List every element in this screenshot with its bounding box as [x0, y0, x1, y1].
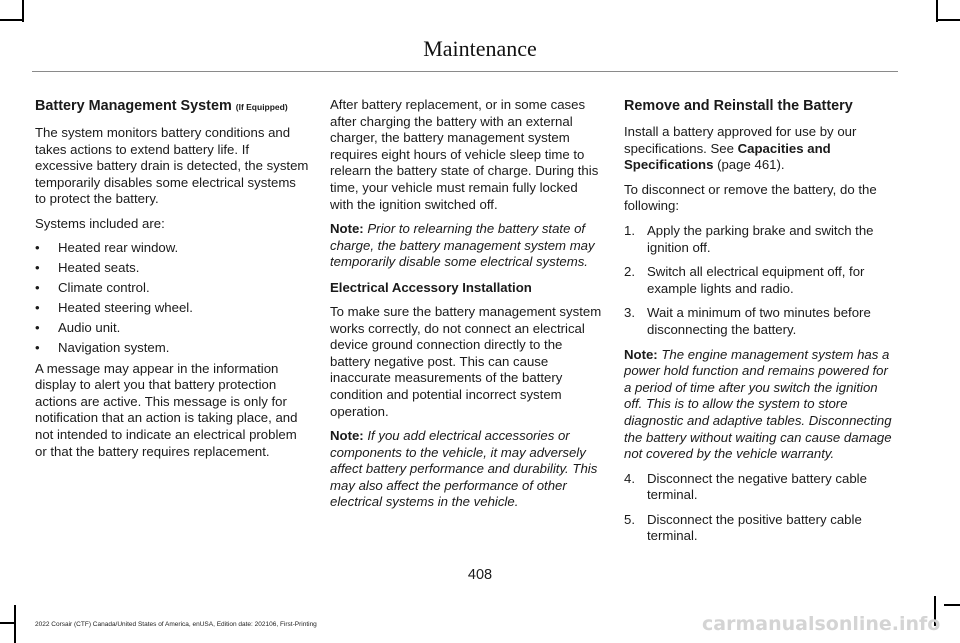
crop-mark-top-left-h — [0, 19, 22, 21]
note — [624, 347, 896, 463]
list-item: • Climate control. — [35, 279, 150, 295]
crop-mark-top-left-v — [22, 0, 24, 22]
note-label: Note: — [624, 346, 658, 362]
page-number: 408 — [467, 567, 493, 583]
step-number: 3. — [624, 305, 635, 321]
note-text: The engine management system has a power hold function and remains powered for a period of time after you switch the ignition off. This is to allow the system to store diagnostic and adaptive tables. Disconnecting the battery without waiting can cause damage not covered by the vehicle warranty. — [624, 346, 892, 462]
systems-list — [35, 241, 310, 354]
paragraph: Systems included are: — [35, 215, 165, 231]
crop-mark-top-right-h — [938, 19, 960, 21]
column-middle — [330, 97, 602, 519]
note-label: Note: — [330, 221, 364, 237]
heading-qualifier: (If Equipped) — [235, 102, 288, 112]
paragraph: A message may appear in the information display to alert you that battery protection actions are active. This message is only for notification that an action is taking place, and not intended to indicate an electrical problem or that the battery requires replacement. — [35, 360, 298, 459]
crop-mark-top-right-v — [936, 0, 938, 22]
bullet-icon: • — [35, 339, 40, 355]
bullet-icon: • — [35, 319, 40, 335]
note-label: Note: — [330, 428, 364, 444]
list-item: • Navigation system. — [35, 339, 170, 355]
subheading-electrical-accessory: Electrical Accessory Installation — [330, 279, 532, 295]
bullet-icon: • — [35, 239, 40, 255]
step-number: 1. — [624, 222, 635, 238]
list-item: • Heated rear window. — [35, 239, 179, 255]
crop-mark-bottom-left-v — [14, 605, 16, 643]
header-divider — [32, 71, 898, 72]
paragraph: Install a battery approved for use by our specifications. See Capacities and Specifications (page 461). — [624, 124, 857, 173]
list-item: • Heated seats. — [35, 259, 140, 275]
paragraph: The system monitors battery conditions and takes actions to extend battery life. If excessive battery drain is detected, the system temporarily disables some electrical systems to protect the battery. — [35, 125, 309, 207]
cross-reference-link[interactable]: Capacities and Specifications — [624, 140, 831, 173]
heading-text: Battery Management System — [35, 98, 232, 114]
paragraph: To disconnect or remove the battery, do the following: — [624, 181, 877, 214]
bullet-icon: • — [35, 279, 40, 295]
note — [330, 428, 602, 511]
step-item: 3. Wait a minimum of two minutes before disconnecting the battery. — [624, 305, 871, 337]
step-number: 2. — [624, 264, 635, 280]
column-left — [35, 97, 310, 468]
paragraph: To make sure the battery management system works correctly, do not connect an electrical device ground connection directly to the battery negative post. This can cause inaccurate measurements of the battery condition and potential incorrect system operation. — [330, 303, 602, 419]
step-item: 2. Switch all electrical equipment off, for example lights and radio. — [624, 264, 865, 296]
footer-edition-info: 2022 Corsair (CTF) Canada/United States of America, enUSA, Edition date: 202106, First-Printing — [35, 621, 317, 628]
note-text: Prior to relearning the battery state of charge, the battery management system may temporarily disable some electrical systems. — [330, 221, 595, 270]
crop-mark-bottom-right-h — [944, 604, 960, 606]
steps-list — [624, 223, 896, 339]
step-item: 1. Apply the parking brake and switch the ignition off. — [624, 222, 874, 255]
watermark: carmanualsonline.info — [702, 613, 941, 635]
paragraph: After battery replacement, or in some cases after charging the battery with an external charger, the battery management system requires eight hours of vehicle sleep time to relearn the battery state of charge. During this time, your vehicle must remain fully locked with the ignition switched off. — [330, 97, 599, 212]
crop-mark-bottom-left-h — [0, 622, 14, 624]
section-heading-remove-reinstall: Remove and Reinstall the Battery — [624, 98, 853, 114]
step-number: 4. — [624, 470, 635, 486]
bullet-icon: • — [35, 299, 40, 315]
bullet-icon: • — [35, 259, 40, 275]
page-title: Maintenance — [423, 36, 537, 61]
section-heading-battery-management — [35, 97, 310, 116]
step-number: 5. — [624, 511, 635, 527]
step-item: 4. Disconnect the negative battery cable terminal. — [624, 470, 867, 503]
note — [330, 221, 602, 271]
column-right — [624, 97, 896, 553]
steps-list — [624, 471, 896, 545]
step-item: 5. Disconnect the positive battery cable terminal. — [624, 511, 862, 544]
note-text: If you add electrical accessories or components to the vehicle, it may adversely affect battery performance and durability. This may also affect the performance of other electrical systems in the vehicle. — [330, 428, 598, 510]
list-item: • Heated steering wheel. — [35, 299, 193, 315]
list-item: • Audio unit. — [35, 319, 121, 335]
